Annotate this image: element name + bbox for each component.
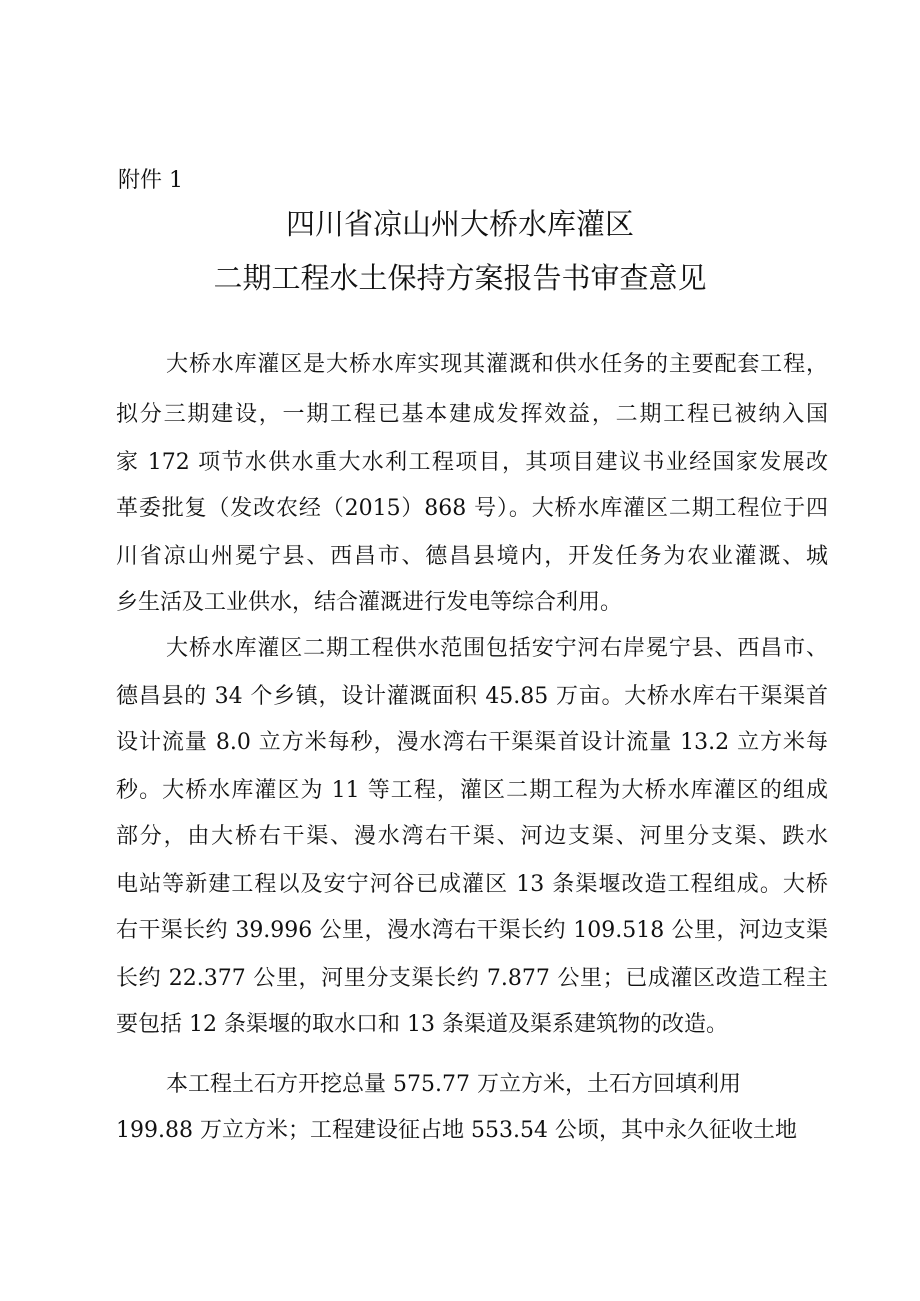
paragraph-1-line-2: 拟分三期建设，一期工程已基本建成发挥效益，二期工程已被纳入国	[116, 402, 828, 427]
paragraph-2-line-4: 秒。大桥水库灌区为 11 等工程，灌区二期工程为大桥水库灌区的组成	[116, 778, 828, 803]
paragraph-3-line-2: 199.88 万立方米；工程建设征占地 553.54 公顷，其中永久征收土地	[116, 1118, 797, 1143]
paragraph-2-line-8: 长约 22.377 公里，河里分支渠长约 7.877 公里；已成灌区改造工程主	[116, 966, 828, 991]
paragraph-2-line-5: 部分，由大桥右干渠、漫水湾右干渠、河边支渠、河里分支渠、跌水	[116, 824, 828, 849]
paragraph-2-line-2: 德昌县的 34 个乡镇，设计灌溉面积 45.85 万亩。大桥水库右干渠渠首	[116, 684, 828, 709]
paragraph-2-line-1: 大桥水库灌区二期工程供水范围包括安宁河右岸冕宁县、西昌市、	[166, 636, 828, 661]
paragraph-2-line-9: 要包括 12 条渠堰的取水口和 13 条渠道及渠系建筑物的改造。	[116, 1012, 728, 1037]
paragraph-3-line-1: 本工程土石方开挖总量 575.77 万立方米，土石方回填利用	[166, 1072, 741, 1097]
paragraph-1-line-1: 大桥水库灌区是大桥水库实现其灌溉和供水任务的主要配套工程，	[166, 352, 828, 377]
paragraph-1-line-5: 川省凉山州冕宁县、西昌市、德昌县境内，开发任务为农业灌溉、城	[116, 544, 828, 569]
paragraph-2-line-3: 设计流量 8.0 立方米每秒，漫水湾右干渠渠首设计流量 13.2 立方米每	[116, 730, 828, 755]
document-title-line-2: 二期工程水土保持方案报告书审查意见	[213, 261, 707, 295]
paragraph-2-line-7: 右干渠长约 39.996 公里，漫水湾右干渠长约 109.518 公里，河边支渠	[116, 918, 828, 943]
paragraph-2-line-6: 电站等新建工程以及安宁河谷已成灌区 13 条渠堰改造工程组成。大桥	[116, 872, 828, 897]
paragraph-1-line-4: 革委批复（发改农经（2015）868 号）。大桥水库灌区二期工程位于四	[116, 496, 828, 521]
paragraph-1-line-6: 乡生活及工业供水，结合灌溉进行发电等综合利用。	[116, 590, 623, 615]
paragraph-1-line-3: 家 172 项节水供水重大水利工程项目，其项目建议书业经国家发展改	[116, 450, 828, 475]
attachment-label: 附件 1	[118, 168, 183, 193]
document-title-line-1: 四川省凉山州大桥水库灌区	[285, 207, 634, 241]
